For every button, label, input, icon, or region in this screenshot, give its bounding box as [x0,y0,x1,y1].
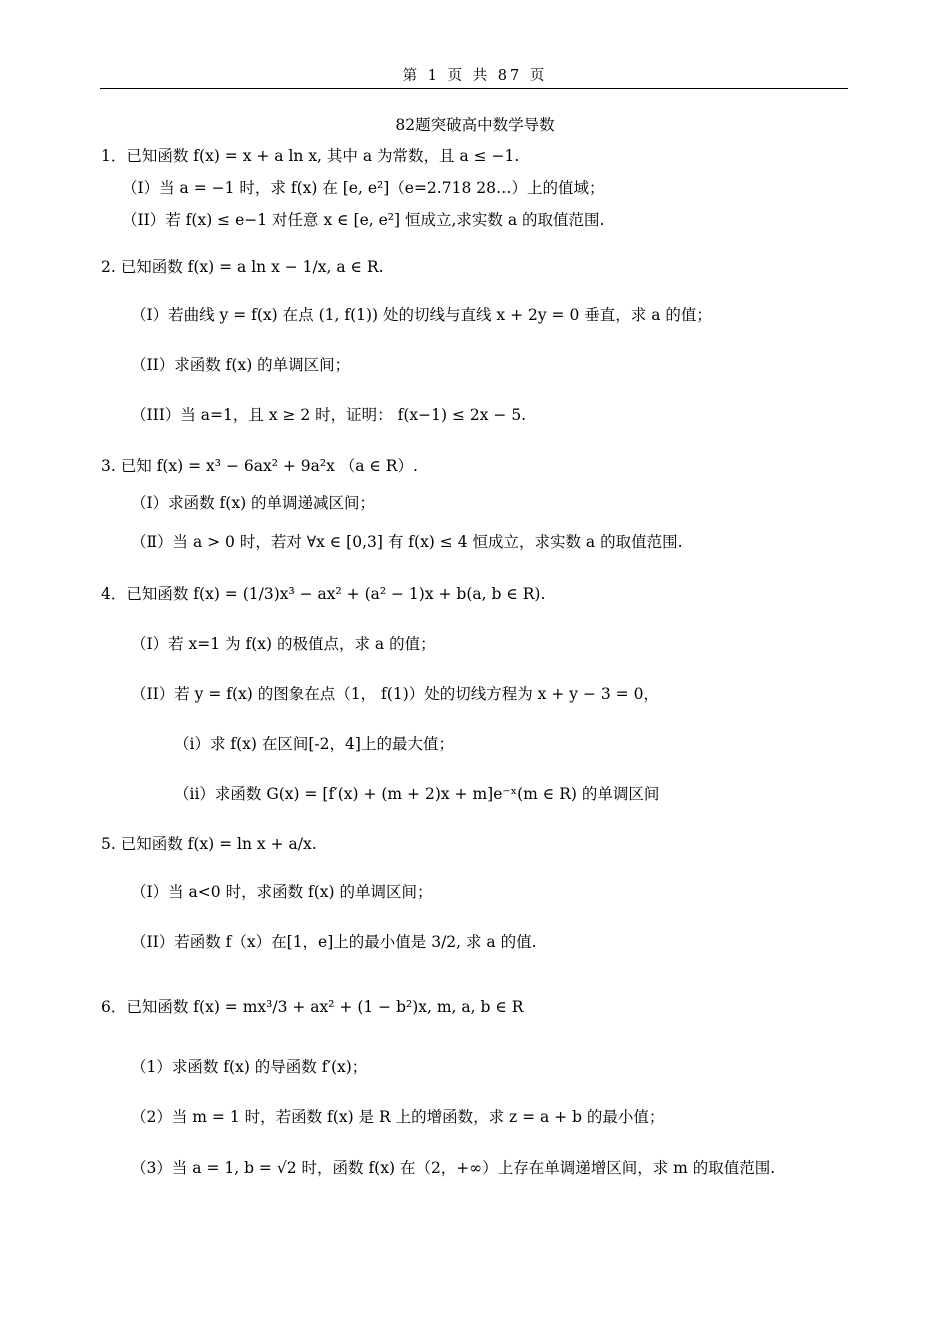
problem-4-part-2-ii: （ii）求函数 G(x) = [f′(x) + (m + 2)x + m]e⁻ˣ(m ∈ R) 的单调区间 [174,785,660,803]
problem-4-stem: 4．已知函数 f(x) = (1/3)x³ − ax² + (a² − 1)x + b(a, b ∈ R). [101,585,546,603]
problem-2-part-1: （I）若曲线 y = f(x) 在点 (1, f(1)) 处的切线与直线 x + 2y = 0 垂直，求 a 的值； [131,306,712,324]
problem-5-part-1: （I）当 a<0 时，求函数 f(x) 的单调区间； [131,883,433,901]
problem-6-part-2: （2）当 m = 1 时，若函数 f(x) 是 R 上的增函数，求 z = a + b 的最小值； [131,1108,665,1126]
problem-2-part-2: （II）求函数 f(x) 的单调区间； [131,356,351,374]
document-title: 82题突破高中数学导数 [395,116,555,134]
problem-3-part-2: （Ⅱ）当 a > 0 时，若对 ∀x ∈ [0,3] 有 f(x) ≤ 4 恒成立，求实数 a 的取值范围. [131,533,683,551]
problem-5-part-2: （II）若函数 f（x）在[1，e]上的最小值是 3/2, 求 a 的值. [131,933,537,951]
problem-4-part-2: （II）若 y = f(x) 的图象在点（1， f(1)）处的切线方程为 x + y − 3 = 0， [131,685,659,703]
problem-5-stem: 5. 已知函数 f(x) = ln x + a/x. [101,835,317,853]
problem-6-stem: 6．已知函数 f(x) = mx³/3 + ax² + (1 − b²)x, m, a, b ∈ R [101,998,524,1016]
problem-6-part-1: （1）求函数 f(x) 的导函数 f′(x)； [131,1058,368,1076]
problem-2-part-3: （III）当 a=1，且 x ≥ 2 时，证明： f(x−1) ≤ 2x − 5. [131,406,527,424]
problem-3-part-1: （Ⅰ）求函数 f(x) 的单调递减区间； [131,494,376,512]
problem-4-part-2-i: （i）求 f(x) 在区间[-2，4]上的最大值； [174,735,454,753]
problem-1-stem: 1．已知函数 f(x) = x + a ln x, 其中 a 为常数，且 a ≤ −1. [101,147,520,165]
problem-3-stem: 3. 已知 f(x) = x³ − 6ax² + 9a²x （a ∈ R）. [101,457,418,475]
problem-1-part-1: （I）当 a = −1 时，求 f(x) 在 [e, e²]（e=2.718 28…）上的值域； [122,179,605,197]
problem-4-part-1: （I）若 x=1 为 f(x) 的极值点，求 a 的值； [131,635,436,653]
header-rule [100,88,848,89]
problem-1-part-2: （II）若 f(x) ≤ e−1 对任意 x ∈ [e, e²] 恒成立,求实数 a 的取值范围. [122,211,605,229]
problem-6-part-3: （3）当 a = 1, b = √2 时，函数 f(x) 在（2，+∞）上存在单调递增区间，求 m 的取值范围. [131,1159,776,1177]
page-header: 第 1 页 共 87 页 [402,68,548,84]
problem-2-stem: 2. 已知函数 f(x) = a ln x − 1/x, a ∈ R. [101,258,384,276]
